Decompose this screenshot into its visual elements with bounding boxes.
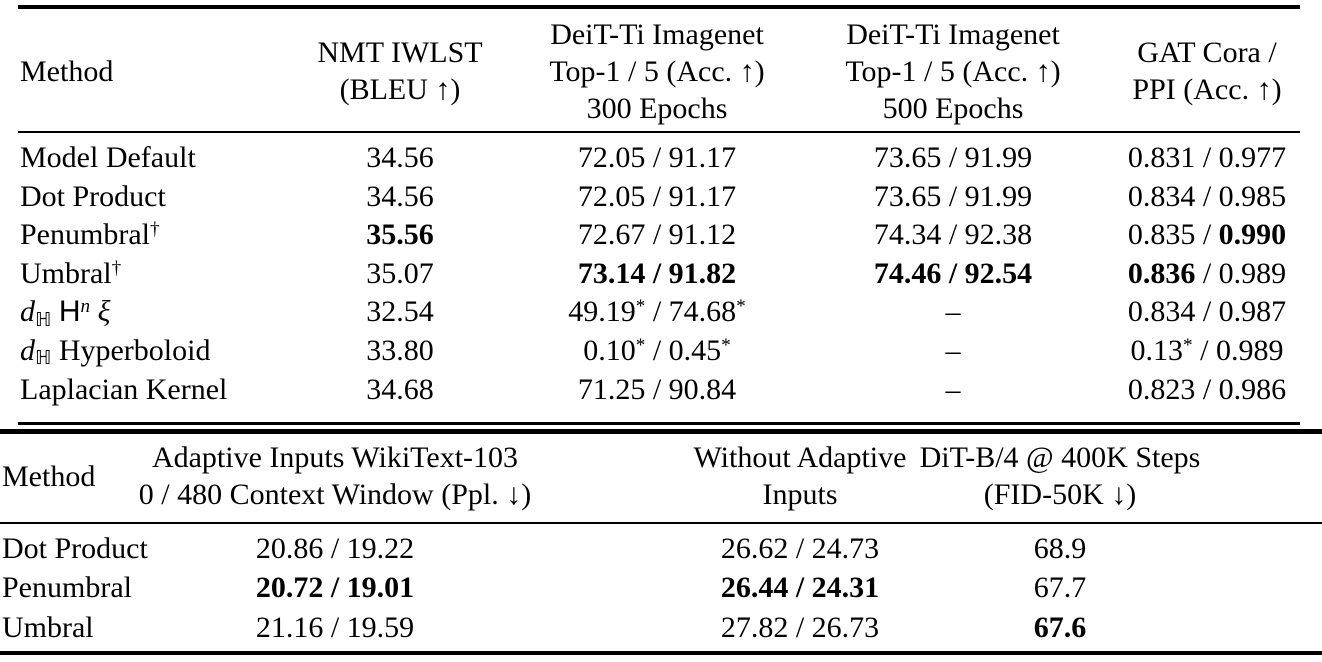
text-segment: 71.25 / 90.84	[577, 372, 737, 406]
text-segment: 67.6	[1033, 610, 1087, 644]
header-line: 500 Epochs	[882, 91, 1024, 125]
table2-bottom-rule	[0, 651, 1322, 655]
text-segment: / 0.45	[645, 334, 722, 367]
header-line: Method	[20, 54, 114, 88]
text-segment: 20.72 / 19.01	[255, 571, 415, 605]
text-segment: 74.46 / 92.54	[873, 256, 1033, 290]
header-line: Top-1 / 5 (Acc. ↑)	[845, 54, 1061, 88]
text-segment: 0.835 /	[1127, 218, 1219, 252]
text-segment: 73.65 / 91.99	[873, 141, 1033, 174]
column-header-deit-ti-imagenet-500	[788, 13, 1118, 129]
text-segment: 74.34 / 92.38	[873, 218, 1033, 252]
text-segment: Umbral	[20, 256, 112, 290]
text-segment: 0.13	[1130, 334, 1184, 367]
text-segment: 49.19	[568, 295, 636, 329]
value-cell	[1087, 332, 1322, 370]
text-segment: *	[635, 296, 646, 318]
text-segment: 73.14 / 91.82	[577, 256, 737, 290]
text-segment: 72.67 / 91.12	[577, 218, 737, 252]
text-segment: 0.823 / 0.986	[1127, 372, 1287, 406]
text-segment: *	[721, 334, 731, 356]
value-cell	[1087, 216, 1322, 254]
header-line: Top-1 / 5 (Acc. ↑)	[549, 54, 765, 88]
text-segment: *	[736, 296, 746, 318]
text-segment: 0.834 / 0.987	[1127, 295, 1287, 329]
value-cell	[788, 216, 1118, 254]
text-segment: 35.07	[366, 256, 434, 290]
text-segment: 20.86 / 19.22	[255, 532, 415, 565]
header-line: Inputs	[762, 478, 838, 511]
value-cell	[788, 178, 1118, 216]
text-segment: 32.54	[366, 295, 434, 329]
text-segment: –	[945, 372, 961, 406]
header-line: Without Adaptive	[693, 441, 907, 474]
value-cell	[788, 332, 1118, 370]
value-cell	[492, 371, 822, 409]
text-segment: †	[149, 218, 160, 240]
value-cell	[492, 216, 822, 254]
text-segment: d	[20, 295, 35, 329]
text-segment: 68.9	[1033, 532, 1087, 565]
text-segment: H	[58, 295, 81, 329]
text-segment: 0.990	[1218, 218, 1287, 252]
text-segment: / 0.989	[1192, 334, 1284, 367]
text-segment: –	[945, 334, 961, 367]
text-segment: 34.56	[366, 141, 434, 174]
value-cell	[788, 371, 1118, 409]
header-line: Method	[2, 459, 96, 493]
header-line: NMT IWLST	[317, 36, 483, 69]
table1-header-rule	[18, 131, 1300, 133]
text-segment: 27.82 / 26.73	[720, 610, 880, 644]
value-cell	[788, 293, 1118, 331]
text-segment: 72.05 / 91.17	[577, 179, 737, 213]
text-segment: ξ	[97, 295, 111, 329]
value-cell	[788, 255, 1118, 293]
text-segment	[51, 295, 59, 328]
table1-bottom-rule	[18, 422, 1300, 425]
text-segment: ℍ	[35, 346, 52, 370]
value-cell	[1087, 371, 1322, 409]
text-segment: Laplacian Kernel	[20, 372, 228, 406]
value-cell	[1087, 139, 1322, 177]
header-line: GAT Cora /	[1137, 36, 1277, 69]
table2-header-rule	[0, 522, 1322, 524]
value-cell	[120, 568, 550, 607]
value-cell	[492, 255, 822, 293]
text-segment: –	[945, 295, 961, 329]
text-segment: Dot Product	[20, 179, 166, 213]
text-segment: 35.56	[366, 218, 434, 252]
text-segment: 0.834 / 0.985	[1127, 179, 1287, 213]
value-cell	[492, 139, 822, 177]
text-segment: Penumbral	[2, 571, 132, 605]
value-cell	[120, 608, 550, 647]
text-segment: Dot Product	[2, 532, 148, 565]
column-header-dit-b4-400k	[885, 432, 1235, 520]
text-segment: Penumbral	[20, 218, 150, 252]
header-line: PPI (Acc. ↑)	[1132, 73, 1282, 106]
text-segment: / 74.68	[645, 295, 737, 329]
text-segment: 33.80	[366, 334, 434, 367]
value-cell	[788, 139, 1118, 177]
column-header-deit-ti-imagenet-300	[492, 13, 822, 129]
value-cell	[1087, 293, 1322, 331]
text-segment: 26.62 / 24.73	[720, 532, 880, 565]
header-line: DiT-B/4 @ 400K Steps	[919, 441, 1201, 474]
text-segment: *	[1183, 334, 1193, 356]
text-segment	[90, 295, 98, 328]
header-line: Adaptive Inputs WikiText-103	[151, 441, 519, 474]
text-segment: 21.16 / 19.59	[255, 610, 415, 644]
text-segment: Umbral	[2, 610, 94, 644]
column-header-adaptive-inputs-wikitext-103	[120, 432, 550, 520]
text-segment: 73.65 / 91.99	[873, 179, 1033, 213]
text-segment: 72.05 / 91.17	[577, 141, 737, 174]
text-segment: Model Default	[20, 141, 196, 174]
text-segment: 0.831 / 0.977	[1127, 141, 1287, 174]
text-segment: Hyperboloid	[51, 334, 211, 367]
text-segment: *	[635, 334, 646, 356]
text-segment: 26.44 / 24.31	[720, 571, 880, 605]
text-segment: †	[111, 257, 122, 279]
value-cell	[885, 568, 1235, 607]
text-segment: 0.10	[583, 334, 636, 367]
text-segment: 0.836	[1127, 256, 1196, 290]
header-line: 0 / 480 Context Window (Ppl. ↓)	[138, 478, 532, 511]
header-line: 300 Epochs	[586, 91, 728, 125]
value-cell	[885, 529, 1235, 568]
text-segment: ℍ	[35, 307, 52, 331]
text-segment: d	[20, 334, 35, 367]
text-segment: 67.7	[1033, 571, 1087, 605]
text-segment: 34.56	[366, 179, 434, 213]
text-segment: / 0.989	[1195, 256, 1287, 290]
text-segment: 34.68	[366, 372, 434, 406]
value-cell	[1087, 255, 1322, 293]
text-segment: n	[80, 296, 91, 318]
value-cell	[492, 332, 822, 370]
header-line: (FID-50K ↓)	[983, 478, 1137, 511]
table1-top-rule	[18, 5, 1300, 9]
column-header-gat-cora-ppi	[1087, 13, 1322, 129]
header-line: DeiT-Ti Imagenet	[550, 17, 764, 51]
value-cell	[120, 529, 550, 568]
value-cell	[885, 608, 1235, 647]
value-cell	[492, 293, 822, 331]
header-line: DeiT-Ti Imagenet	[846, 17, 1060, 51]
value-cell	[1087, 178, 1322, 216]
header-line: (BLEU ↑)	[339, 73, 461, 106]
value-cell	[492, 178, 822, 216]
